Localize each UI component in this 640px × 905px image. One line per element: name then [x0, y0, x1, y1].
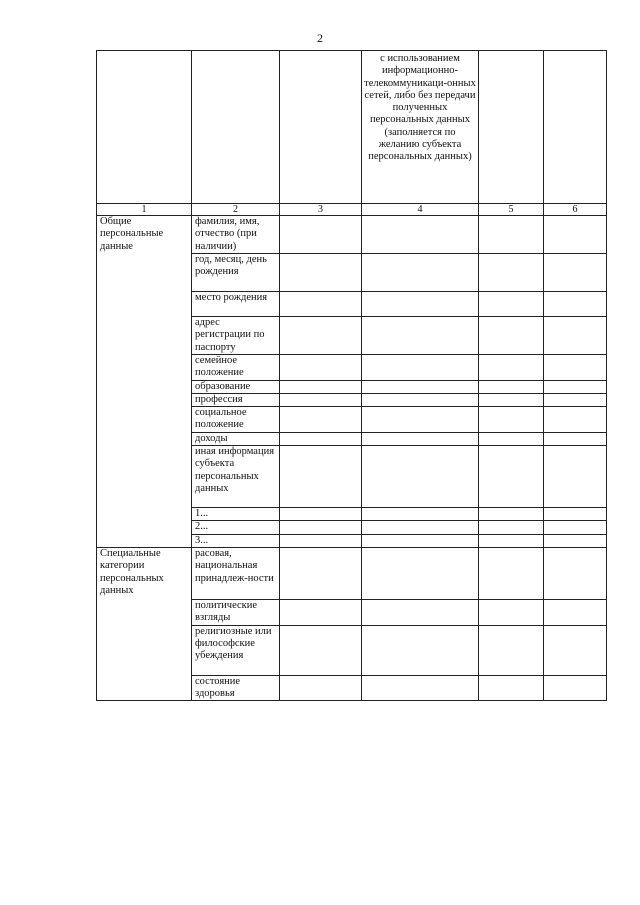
- header-cell-2: [192, 51, 280, 204]
- page-number: 2: [317, 31, 323, 45]
- header-cell-6: [544, 51, 607, 204]
- category-special: Специальные категории персональных данных: [97, 547, 192, 700]
- data-cell[interactable]: [479, 599, 544, 625]
- item-label: состояние здоровья: [192, 675, 280, 701]
- data-cell[interactable]: [544, 355, 607, 381]
- data-cell[interactable]: [479, 521, 544, 534]
- column-number: 4: [362, 204, 479, 216]
- data-cell[interactable]: [362, 508, 479, 521]
- data-cell[interactable]: [544, 547, 607, 599]
- data-cell[interactable]: [362, 254, 479, 292]
- header-cell-3: [280, 51, 362, 204]
- category-general: Общие персональные данные: [97, 216, 192, 548]
- column-number: 5: [479, 204, 544, 216]
- data-cell[interactable]: [544, 625, 607, 675]
- data-cell[interactable]: [280, 675, 362, 701]
- data-cell[interactable]: [280, 407, 362, 433]
- column-number: 1: [97, 204, 192, 216]
- column-number: 2: [192, 204, 280, 216]
- item-label: 3...: [192, 534, 280, 547]
- data-cell[interactable]: [280, 432, 362, 445]
- data-cell[interactable]: [362, 599, 479, 625]
- data-cell[interactable]: [479, 317, 544, 355]
- data-cell[interactable]: [362, 675, 479, 701]
- data-cell[interactable]: [544, 216, 607, 254]
- data-cell[interactable]: [479, 534, 544, 547]
- data-cell[interactable]: [544, 508, 607, 521]
- data-cell[interactable]: [362, 380, 479, 393]
- column-number-row: [97, 204, 607, 216]
- data-cell[interactable]: [544, 380, 607, 393]
- data-cell[interactable]: [280, 599, 362, 625]
- data-cell[interactable]: [544, 393, 607, 406]
- data-cell[interactable]: [280, 216, 362, 254]
- data-cell[interactable]: [479, 547, 544, 599]
- data-cell[interactable]: [544, 432, 607, 445]
- item-label: место рождения: [192, 292, 280, 317]
- data-cell[interactable]: [280, 534, 362, 547]
- data-cell[interactable]: [280, 393, 362, 406]
- header-cell-4: с использованием информационно-телекоммуникаци-онных сетей, либо без передачи полученных персональных данных (заполняется по желанию субъекта персональных данных): [362, 51, 479, 204]
- data-cell[interactable]: [544, 254, 607, 292]
- data-cell[interactable]: [280, 446, 362, 508]
- data-cell[interactable]: [280, 254, 362, 292]
- data-cell[interactable]: [362, 432, 479, 445]
- data-cell[interactable]: [544, 292, 607, 317]
- column-number: 6: [544, 204, 607, 216]
- item-label: 2...: [192, 521, 280, 534]
- item-label: расовая, национальная принадлеж-ности: [192, 547, 280, 599]
- item-label: адрес регистрации по паспорту: [192, 317, 280, 355]
- data-cell[interactable]: [280, 292, 362, 317]
- data-cell[interactable]: [544, 534, 607, 547]
- column-number: 3: [280, 204, 362, 216]
- data-cell[interactable]: [544, 599, 607, 625]
- table-row: [97, 216, 607, 254]
- data-cell[interactable]: [362, 521, 479, 534]
- item-label: год, месяц, день рождения: [192, 254, 280, 292]
- table-row: [97, 547, 607, 599]
- item-label: семейное положение: [192, 355, 280, 381]
- item-label: социальное положение: [192, 407, 280, 433]
- data-cell[interactable]: [479, 292, 544, 317]
- item-label: 1...: [192, 508, 280, 521]
- data-cell[interactable]: [479, 446, 544, 508]
- item-label: иная информация субъекта персональных данных: [192, 446, 280, 508]
- item-label: профессия: [192, 393, 280, 406]
- data-cell[interactable]: [479, 355, 544, 381]
- data-cell[interactable]: [280, 625, 362, 675]
- data-cell[interactable]: [544, 407, 607, 433]
- header-cell-5: [479, 51, 544, 204]
- item-label: религиозные или философские убеждения: [192, 625, 280, 675]
- data-cell[interactable]: [479, 675, 544, 701]
- data-cell[interactable]: [479, 625, 544, 675]
- data-cell[interactable]: [479, 380, 544, 393]
- data-cell[interactable]: [362, 216, 479, 254]
- data-cell[interactable]: [479, 254, 544, 292]
- data-cell[interactable]: [362, 407, 479, 433]
- data-cell[interactable]: [362, 317, 479, 355]
- data-cell[interactable]: [544, 317, 607, 355]
- data-cell[interactable]: [362, 446, 479, 508]
- data-cell[interactable]: [544, 675, 607, 701]
- data-cell[interactable]: [362, 534, 479, 547]
- data-cell[interactable]: [479, 432, 544, 445]
- personal-data-table: [96, 50, 607, 701]
- data-cell[interactable]: [280, 355, 362, 381]
- data-cell[interactable]: [479, 407, 544, 433]
- header-cell-1: [97, 51, 192, 204]
- data-cell[interactable]: [479, 216, 544, 254]
- data-cell[interactable]: [479, 508, 544, 521]
- data-cell[interactable]: [280, 521, 362, 534]
- item-label: доходы: [192, 432, 280, 445]
- data-cell[interactable]: [280, 508, 362, 521]
- data-cell[interactable]: [362, 355, 479, 381]
- data-cell[interactable]: [362, 547, 479, 599]
- data-cell[interactable]: [280, 317, 362, 355]
- data-cell[interactable]: [362, 393, 479, 406]
- data-cell[interactable]: [479, 393, 544, 406]
- data-cell[interactable]: [544, 446, 607, 508]
- data-cell[interactable]: [544, 521, 607, 534]
- data-cell[interactable]: [280, 380, 362, 393]
- header-continuation-row: [97, 51, 607, 204]
- item-label: политические взгляды: [192, 599, 280, 625]
- item-label: фамилия, имя, отчество (при наличии): [192, 216, 280, 254]
- data-cell[interactable]: [362, 625, 479, 675]
- data-cell[interactable]: [362, 292, 479, 317]
- data-cell[interactable]: [280, 547, 362, 599]
- item-label: образование: [192, 380, 280, 393]
